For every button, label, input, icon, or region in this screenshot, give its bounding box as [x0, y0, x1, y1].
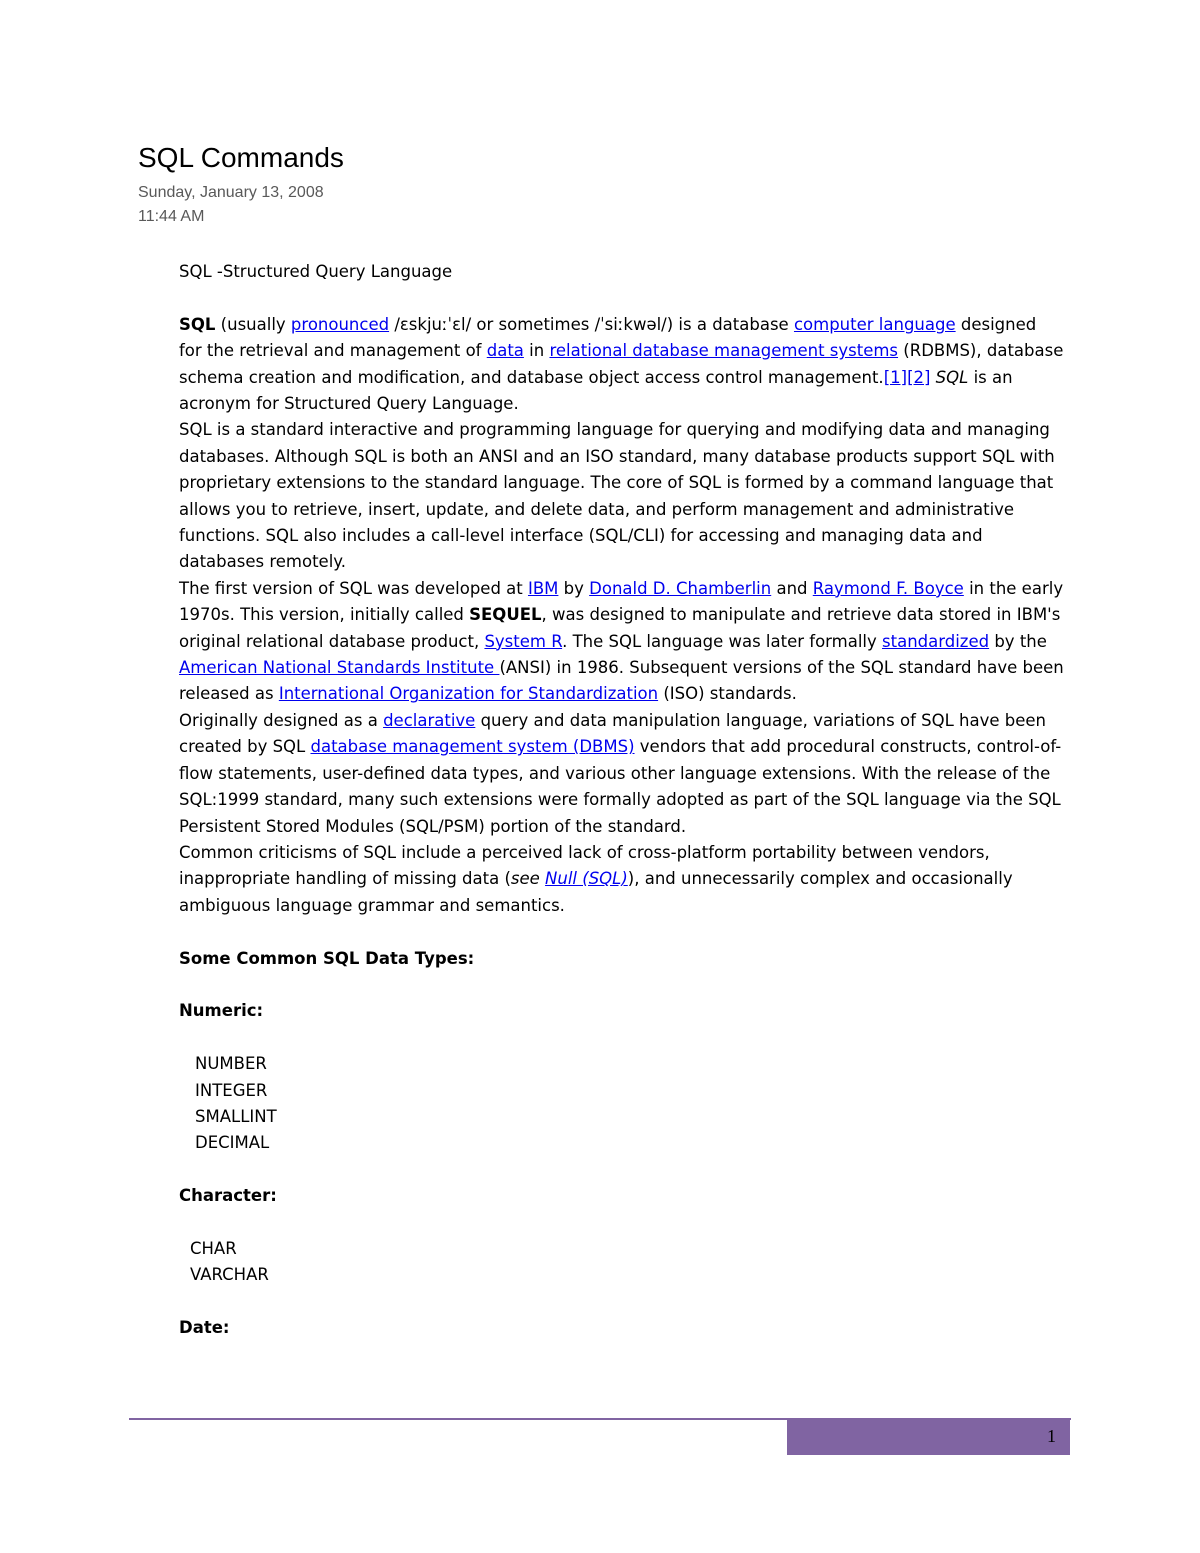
footer-page-box: [787, 1419, 1070, 1455]
heading-date: Date:: [179, 1318, 230, 1338]
link-boyce[interactable]: Raymond F. Boyce: [812, 578, 964, 598]
paragraph-sql-variations: Originally designed as a declarative query and data manipulation language, variations of SQL have been created by SQL database management system (DBMS) vendors that add procedural constructs, control-of-flow statements, user-defined data types, and various other language extensions. With the release of the SQL:1999 standard, many such extensions were formally adopted as part of the SQL language via the SQL Persistent Stored Modules (SQL/PSM) portion of the standard.: [179, 710, 1062, 836]
link-ansi[interactable]: American National Standards Institute: [179, 658, 500, 678]
link-dbms[interactable]: database management system (DBMS): [310, 737, 635, 757]
link-system-r[interactable]: System R: [484, 631, 563, 651]
paragraph-sql-criticisms: Common criticisms of SQL include a perceived lack of cross-platform portability between vendors, inappropriate handling of missing data (see Null (SQL)), and unnecessarily complex and occasionally ambiguous language grammar and semantics.: [179, 842, 1013, 915]
list-item: INTEGER: [195, 1080, 268, 1100]
page-number: 1: [1047, 1426, 1056, 1446]
paragraph-sql-standard: SQL is a standard interactive and programming language for querying and modifying data and managing databases. Although SQL is both an ANSI and an ISO standard, many database products support SQL with proprietary extensions to the standard language. The core of SQL is formed by a command language that allows you to retrieve, insert, update, and delete data, and perform management and administrative functions. SQL also includes a call-level interface (SQL/CLI) for accessing and managing data and databases remotely.: [179, 420, 1055, 572]
ipa-pronunciation-1: /ɛskjuːˈɛl/: [394, 314, 472, 334]
list-item: VARCHAR: [190, 1265, 269, 1285]
list-item: CHAR: [190, 1238, 237, 1258]
paragraph-sql-history: The first version of SQL was developed at IBM by Donald D. Chamberlin and Raymond F. Boyce in the early 1970s. This version, initially called SEQUEL, was designed to manipulate and retrieve data stored in IBM's original relational database product, System R. The SQL language was later formally standardized by the American National Standards Institute (ANSI) in 1986. Subsequent versions of the SQL standard have been released as International Organization for Standardization (ISO) standards.: [179, 578, 1064, 704]
link-ref-2[interactable]: [2]: [907, 367, 931, 387]
ipa-pronunciation-2: /ˈsiːkwəl/: [594, 314, 667, 334]
link-null-sql[interactable]: Null (SQL): [545, 869, 628, 889]
list-item: DECIMAL: [195, 1133, 270, 1153]
paragraph-sql-definition: SQL (usually pronounced /ɛskjuːˈɛl/ or sometimes /ˈsiːkwəl/) is a database computer language designed for the retrieval and management of data in relational database management systems (RDBMS), database schema creation and modification, and database object access control management.[1][2] SQL is an acronym for Structured Query Language.: [179, 314, 1064, 414]
link-standardized[interactable]: standardized: [882, 631, 990, 651]
link-rdbms[interactable]: relational database management systems: [549, 341, 899, 361]
heading-numeric: Numeric:: [179, 1001, 264, 1021]
page-date: Sunday, January 13, 2008: [138, 184, 324, 201]
link-iso[interactable]: International Organization for Standardization: [278, 684, 659, 704]
document-body: [179, 259, 1064, 1342]
link-ibm[interactable]: IBM: [527, 578, 559, 598]
list-item: NUMBER: [195, 1054, 267, 1074]
heading-character: Character:: [179, 1186, 277, 1206]
page-title: SQL Commands: [138, 142, 344, 173]
link-data[interactable]: data: [486, 341, 524, 361]
link-ref-1[interactable]: [1]: [883, 367, 908, 387]
link-declarative[interactable]: declarative: [383, 710, 476, 730]
list-item: SMALLINT: [195, 1106, 277, 1126]
sql-term: SQL: [179, 314, 216, 334]
page-time: 11:44 AM: [138, 208, 205, 225]
heading-data-types: Some Common SQL Data Types:: [179, 948, 475, 968]
intro-line: SQL -Structured Query Language: [179, 262, 453, 281]
link-computer-language[interactable]: computer language: [793, 314, 956, 334]
link-pronounced[interactable]: pronounced: [290, 314, 390, 334]
link-chamberlin[interactable]: Donald D. Chamberlin: [589, 578, 772, 598]
